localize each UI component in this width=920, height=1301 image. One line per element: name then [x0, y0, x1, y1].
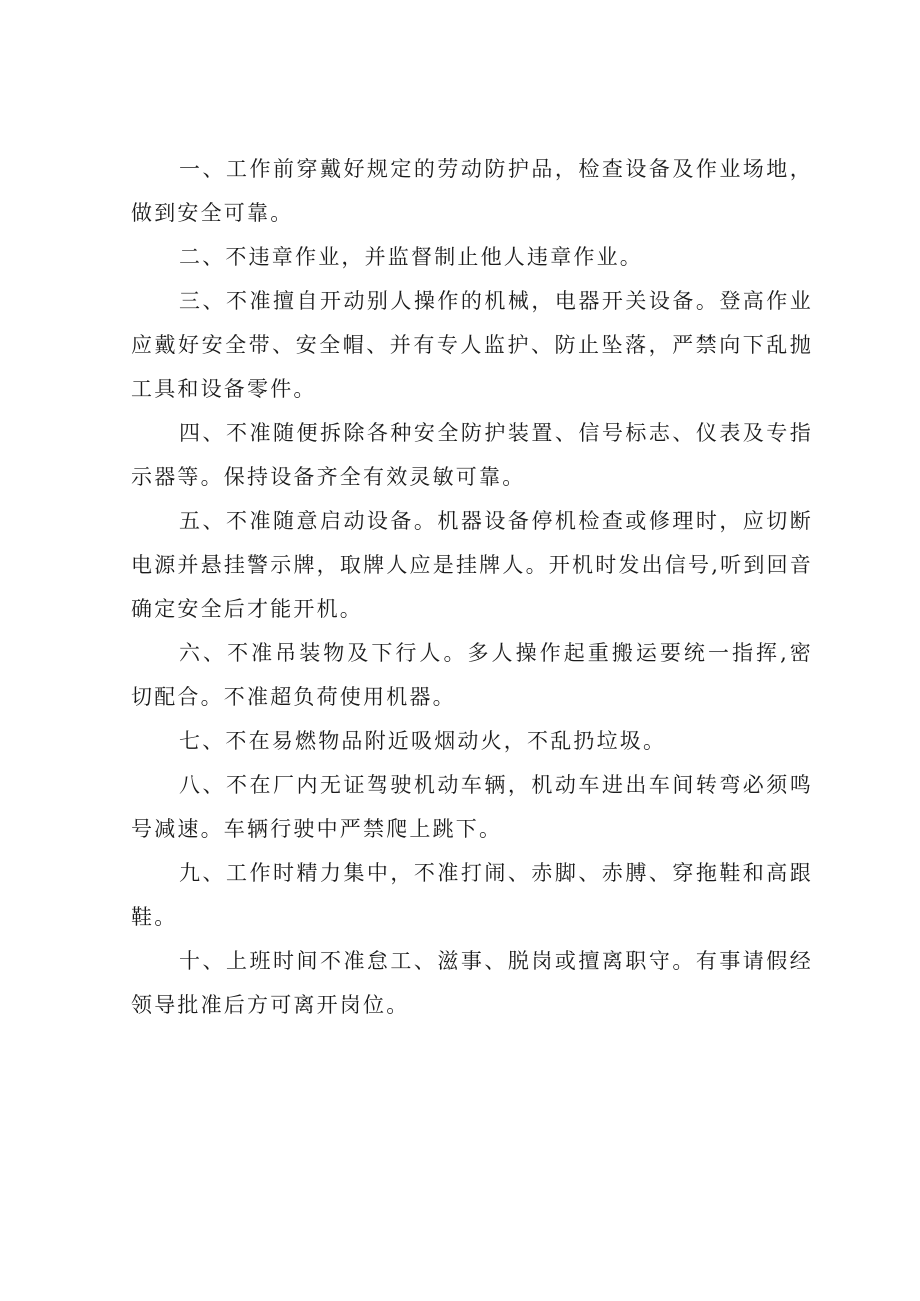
rule-paragraph-9: 九、工作时精力集中，不准打闹、赤脚、赤膊、穿拖鞋和高跟鞋。	[131, 861, 813, 929]
rule-paragraph-3: 三、不准擅自开动别人操作的机械，电器开关设备。登高作业应戴好安全带、安全帽、并有专人监护、防止坠落，严禁向下乱抛工具和设备零件。	[131, 289, 813, 401]
rule-paragraph-10: 十、上班时间不准怠工、滋事、脱岗或擅离职守。有事请假经领导批准后方可离开岗位。	[131, 949, 813, 1017]
rule-paragraph-2: 二、不违章作业，并监督制止他人违章作业。	[179, 245, 643, 269]
rule-paragraph-8: 八、不在厂内无证驾驶机动车辆，机动车进出车间转弯必须鸣号减速。车辆行驶中严禁爬上跳下。	[131, 773, 813, 841]
rule-paragraph-7: 七、不在易燃物品附近吸烟动火，不乱扔垃圾。	[179, 729, 667, 753]
rule-paragraph-4: 四、不准随便拆除各种安全防护装置、信号标志、仪表及专指示器等。保持设备齐全有效灵敏可靠。	[131, 421, 813, 489]
rule-paragraph-6: 六、不准吊装物及下行人。多人操作起重搬运要统一指挥,密切配合。不准超负荷使用机器。	[131, 641, 813, 709]
document-body	[131, 147, 813, 1027]
rule-paragraph-1: 一、工作前穿戴好规定的劳动防护品，检查设备及作业场地，做到安全可靠。	[131, 157, 813, 225]
rule-paragraph-5: 五、不准随意启动设备。机器设备停机检查或修理时，应切断电源并悬挂警示牌，取牌人应是挂牌人。开机时发出信号,听到回音确定安全后才能开机。	[131, 509, 813, 621]
